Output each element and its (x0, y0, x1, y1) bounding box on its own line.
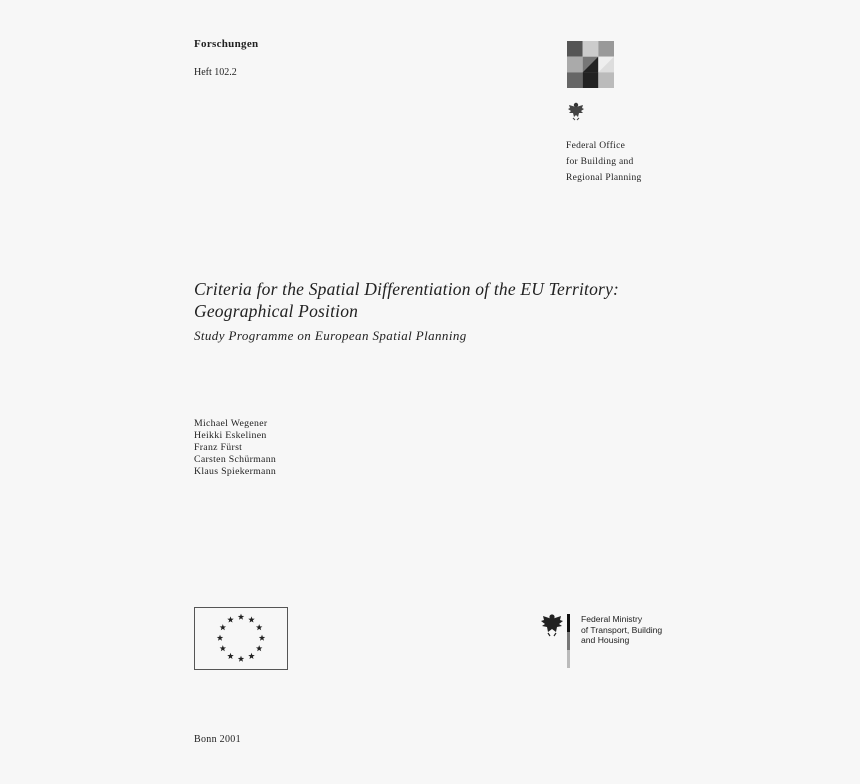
author-list (194, 418, 276, 478)
office-line: Federal Office (566, 141, 626, 151)
bbr-square-logo-icon (567, 41, 614, 88)
author-name: Michael Wegener (194, 418, 268, 429)
eu-star (220, 624, 226, 630)
eu-star (227, 653, 233, 659)
document-subtitle: Study Programme on European Spatial Planning (194, 328, 467, 343)
eu-star (238, 656, 244, 662)
eu-flag-icon (194, 607, 288, 670)
federal-eagle-icon (541, 613, 563, 637)
author-name: Klaus Spiekermann (194, 466, 277, 477)
office-line: Regional Planning (566, 173, 642, 183)
eu-star (256, 624, 262, 630)
eu-star (217, 635, 223, 641)
series-name: Forschungen (194, 38, 259, 50)
issue-number: Heft 102.2 (194, 67, 237, 78)
eu-stars-icon (195, 608, 287, 669)
ministry-line: Federal Ministry (581, 614, 643, 624)
ministry-color-bar (567, 614, 570, 668)
place-and-year: Bonn 2001 (194, 734, 241, 745)
author-name: Carsten Schürmann (194, 454, 277, 465)
author-name: Heikki Eskelinen (194, 430, 267, 441)
office-line: for Building and (566, 157, 634, 167)
ministry-line: of Transport, Building (581, 624, 663, 635)
ministry-line: and Housing (581, 635, 630, 645)
eu-star (227, 616, 233, 622)
eu-star (220, 645, 226, 651)
office-name (566, 138, 642, 186)
bar-segment (567, 650, 570, 668)
eu-star (248, 653, 254, 659)
eu-star (248, 616, 254, 622)
bar-segment (567, 614, 570, 632)
eu-star (259, 635, 265, 641)
eu-star (256, 645, 262, 651)
title-line: Criteria for the Spatial Differentiation of the EU Territory: (194, 279, 620, 299)
bar-segment (567, 632, 570, 650)
ministry-name (581, 614, 662, 646)
eu-star (238, 614, 244, 620)
author-name: Franz Fürst (194, 442, 243, 453)
title-line: Geographical Position (194, 301, 359, 321)
document-title (194, 278, 754, 322)
federal-eagle-icon (566, 101, 586, 121)
